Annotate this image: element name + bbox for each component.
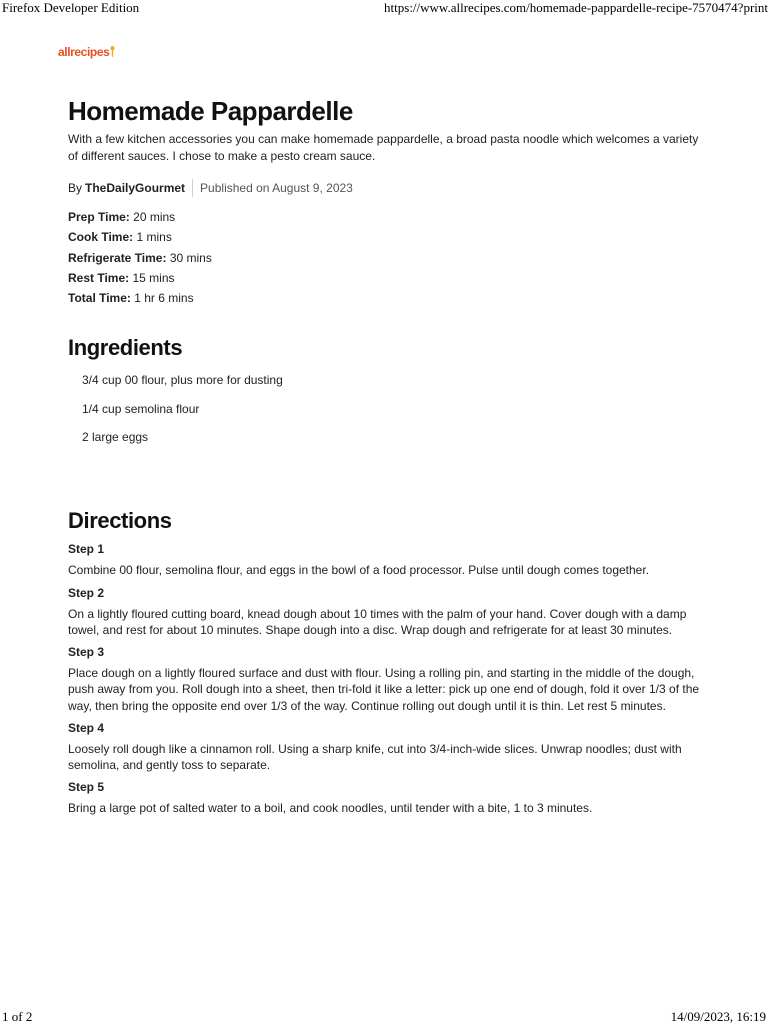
step-label: Step 5: [68, 780, 105, 795]
recipe-times: [68, 207, 708, 308]
direction-step: [68, 779, 708, 816]
byline-divider: [192, 179, 193, 197]
byline: [68, 179, 708, 197]
print-header-browser: Firefox Developer Edition: [2, 0, 140, 15]
time-label: Prep Time:: [68, 210, 130, 224]
by-label: By: [68, 181, 83, 195]
step-label: Step 1: [68, 542, 105, 557]
direction-step: [68, 720, 708, 773]
direction-step: [68, 585, 708, 638]
print-header-url: https://www.allrecipes.com/homemade-pappardelle-recipe-7570474?print: [384, 0, 768, 15]
ingredients-heading: Ingredients: [68, 335, 183, 361]
time-row-prep: [68, 207, 708, 227]
allrecipes-logo[interactable]: [58, 45, 115, 59]
time-value: 1 mins: [136, 230, 172, 245]
published-date: Published on August 9, 2023: [200, 181, 353, 195]
spoon-icon: [110, 46, 115, 57]
time-value: 20 mins: [133, 210, 176, 224]
step-label: Step 4: [68, 720, 105, 735]
time-row-refrigerate: [68, 248, 708, 268]
directions-heading: Directions: [68, 508, 172, 534]
time-row-rest: [68, 268, 708, 288]
step-text: Place dough on a lightly floured surface and dust with flour. Using a rolling pin, and starting in the middle of the dough, push away from you. Roll dough into a sheet, then tri-fold it like a letter: pick up one end of dough, fold it over 1/3 of the way, then bring the opposite end over 1/3 of the way. Continue rolling out dough until it is thin. Let rest 5 minutes.: [68, 666, 700, 713]
recipe-description: With a few kitchen accessories you can make homemade pappardelle, a broad pasta noodle which welcomes a variety of different sauces. I chose to make a pesto cream sauce.: [68, 132, 699, 163]
recipe-content: [68, 95, 708, 816]
ingredient-item: 3/4 cup 00 flour, plus more for dusting: [82, 373, 283, 388]
time-label: Total Time:: [68, 291, 131, 306]
time-label: Refrigerate Time:: [68, 250, 167, 265]
step-label: Step 2: [68, 585, 105, 600]
ingredient-item: 1/4 cup semolina flour: [82, 401, 200, 416]
logo-text: allrecipes: [58, 45, 110, 59]
step-text: Loosely roll dough like a cinnamon roll. Using a sharp knife, cut into 3/4-inch-wide slices. Unwrap noodles; dust with semolina, and gently toss to separate.: [68, 741, 682, 772]
time-value: 1 hr 6 mins: [134, 291, 194, 306]
step-text: On a lightly floured cutting board, knead dough about 10 times with the palm of your hand. Cover dough with a damp towel, and rest for about 10 minutes. Shape dough into a disc. Wrap dough and refrigerate for at least 30 minutes.: [68, 606, 687, 637]
recipe-title: Homemade Pappardelle: [68, 96, 353, 126]
direction-step: [68, 541, 708, 578]
time-label: Rest Time:: [68, 270, 130, 285]
print-footer-datetime: 14/09/2023, 16:19: [670, 1009, 766, 1024]
time-row-cook: [68, 227, 708, 247]
time-value: 15 mins: [132, 270, 175, 285]
step-text: Bring a large pot of salted water to a boil, and cook noodles, until tender with a bite, 1 to 3 minutes.: [68, 801, 593, 816]
time-value: 30 mins: [169, 250, 212, 265]
step-label: Step 3: [68, 645, 105, 660]
step-text: Combine 00 flour, semolina flour, and eggs in the bowl of a food processor. Pulse until dough comes together.: [68, 563, 650, 578]
print-footer-page: 1 of 2: [2, 1009, 33, 1024]
time-label: Cook Time:: [68, 230, 134, 245]
ingredient-item: 2 large eggs: [82, 430, 149, 445]
author-link[interactable]: TheDailyGourmet: [85, 181, 186, 195]
ingredients-list: [68, 372, 708, 445]
direction-step: [68, 644, 708, 714]
time-row-total: [68, 288, 708, 308]
